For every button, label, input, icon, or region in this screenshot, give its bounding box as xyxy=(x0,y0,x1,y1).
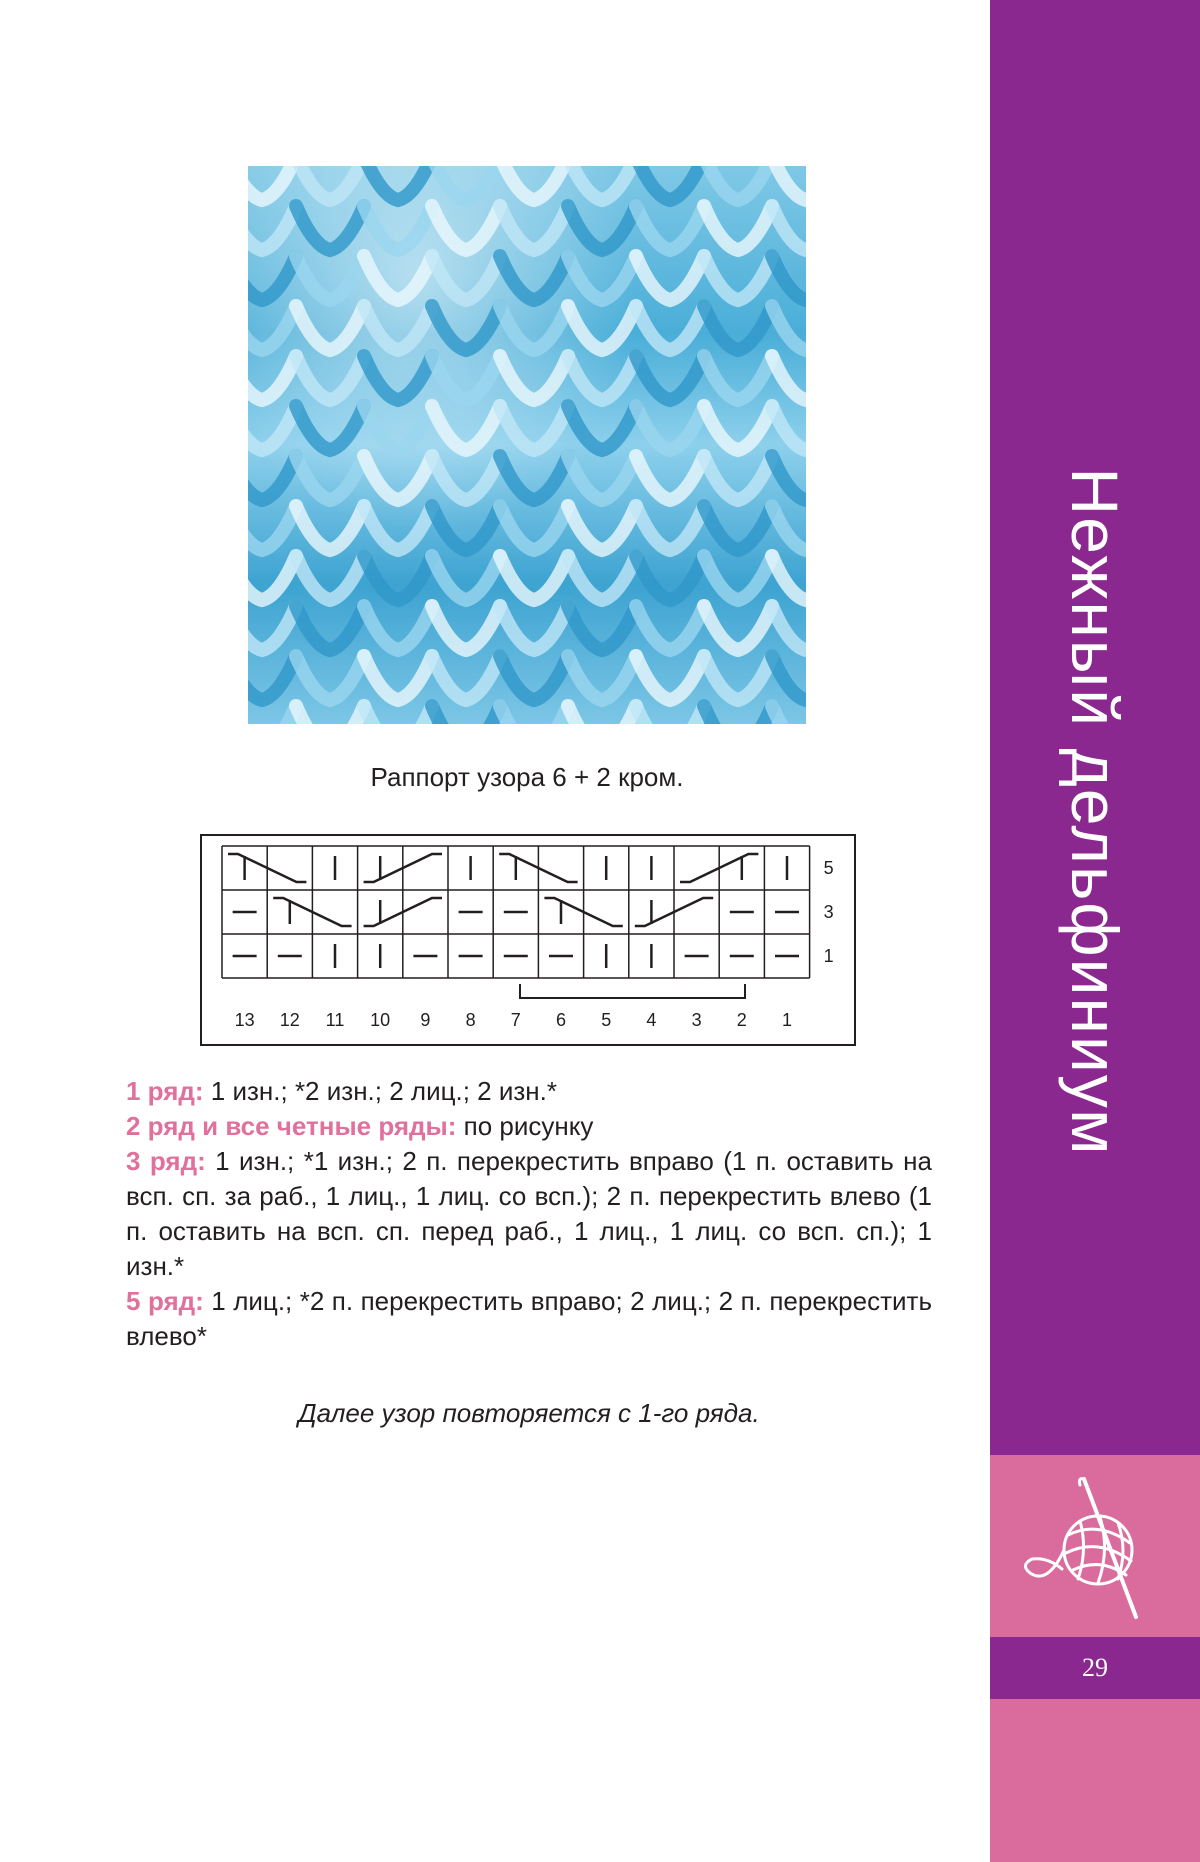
knit-stitch xyxy=(296,356,364,400)
knit-stitch xyxy=(636,706,704,724)
knitting-chart xyxy=(200,834,856,1046)
knit-stitch xyxy=(296,556,364,600)
knit-stitch xyxy=(636,256,704,300)
row-number: 3 xyxy=(823,902,834,922)
knit-stitch xyxy=(364,556,432,600)
knit-stitch xyxy=(772,306,806,350)
knit-stitch xyxy=(248,656,296,700)
pattern-caption: Раппорт узора 6 + 2 кром. xyxy=(370,762,684,792)
column-number: 9 xyxy=(420,1010,431,1030)
repeat-note: Далее узор повторяется с 1-го ряда. xyxy=(298,1398,760,1428)
knit-stitch xyxy=(772,556,806,600)
knit-stitch xyxy=(636,506,704,550)
knit-stitch xyxy=(296,206,364,250)
knit-stitch xyxy=(364,706,432,724)
row-label: 5 ряд: xyxy=(126,1286,204,1316)
knit-stitch xyxy=(248,166,296,200)
knit-stitch xyxy=(704,706,772,724)
knit-stitch xyxy=(500,306,568,350)
sidebar-bottom-band xyxy=(990,1699,1200,1862)
knit-stitch xyxy=(500,656,568,700)
knit-stitch xyxy=(568,206,636,250)
knit-stitch xyxy=(704,606,772,650)
knit-stitch xyxy=(636,356,704,400)
knit-stitch xyxy=(296,606,364,650)
knit-stitch xyxy=(568,306,636,350)
knit-stitch xyxy=(364,356,432,400)
knit-stitch xyxy=(772,456,806,500)
column-number: 7 xyxy=(510,1010,521,1030)
row-label: 2 ряд и все четные ряды: xyxy=(126,1111,457,1141)
knit-stitch xyxy=(296,166,364,200)
knit-stitch xyxy=(704,506,772,550)
instruction-row-1 xyxy=(126,1074,932,1109)
knit-stitch xyxy=(772,256,806,300)
column-number: 1 xyxy=(781,1010,793,1030)
knit-stitch xyxy=(248,356,296,400)
column-number: 5 xyxy=(601,1010,612,1030)
knit-stitch xyxy=(500,256,568,300)
knit-stitch xyxy=(772,706,806,724)
knit-stitch xyxy=(296,456,364,500)
column-number: 8 xyxy=(465,1010,476,1030)
sidebar-icon-band xyxy=(990,1455,1200,1637)
chart-grid xyxy=(202,836,854,1044)
knit-stitch xyxy=(704,656,772,700)
knit-stitch xyxy=(500,506,568,550)
knit-stitch xyxy=(364,166,432,200)
knit-stitch xyxy=(248,706,296,724)
knit-stitch xyxy=(364,506,432,550)
knit-stitch xyxy=(772,656,806,700)
knit-stitch xyxy=(636,656,704,700)
row-label: 3 ряд: xyxy=(126,1146,206,1176)
knit-stitch xyxy=(500,556,568,600)
knit-stitch xyxy=(568,406,636,450)
knit-stitch xyxy=(432,256,500,300)
row-text: 1 лиц.; *2 п. перекрестить вправо; 2 лиц.; 2 п. перекрестить влево* xyxy=(126,1286,932,1351)
repeat-bracket xyxy=(520,984,745,998)
knit-stitch xyxy=(432,356,500,400)
column-number: 4 xyxy=(646,1010,657,1030)
knit-stitch xyxy=(248,506,296,550)
knit-stitch xyxy=(636,206,704,250)
knit-stitch xyxy=(248,406,296,450)
knit-stitch xyxy=(364,206,432,250)
page-title: Нежный дельфиниум xyxy=(1058,467,1132,1157)
knit-stitch xyxy=(248,206,296,250)
knit-stitch xyxy=(500,456,568,500)
yarn-ball-icon xyxy=(1018,1465,1168,1625)
knit-stitch xyxy=(704,356,772,400)
knit-stitch xyxy=(432,166,500,200)
knit-stitch xyxy=(704,556,772,600)
row-instructions xyxy=(126,1074,932,1354)
knit-stitch xyxy=(296,406,364,450)
knit-stitch xyxy=(568,556,636,600)
column-number: 10 xyxy=(370,1010,391,1030)
knit-stitch xyxy=(704,256,772,300)
knit-stitch xyxy=(704,306,772,350)
knit-stitch xyxy=(500,206,568,250)
column-number: 13 xyxy=(234,1010,255,1030)
knit-stitch xyxy=(364,656,432,700)
knit-stitch xyxy=(432,456,500,500)
knit-stitch xyxy=(364,256,432,300)
knit-stitch xyxy=(568,256,636,300)
knit-stitch xyxy=(248,556,296,600)
knit-stitch xyxy=(704,456,772,500)
row-text: 1 изн.; *2 изн.; 2 лиц.; 2 изн.* xyxy=(203,1076,557,1106)
column-number: 11 xyxy=(325,1010,345,1030)
knit-stitch xyxy=(248,306,296,350)
knit-stitch xyxy=(636,606,704,650)
knit-stitch xyxy=(568,606,636,650)
knit-stitch xyxy=(248,456,296,500)
instruction-row-3 xyxy=(126,1144,932,1284)
knit-stitch xyxy=(364,306,432,350)
column-number: 2 xyxy=(736,1010,747,1030)
column-number: 6 xyxy=(555,1010,567,1030)
knit-stitch xyxy=(636,406,704,450)
knit-stitch xyxy=(500,356,568,400)
knit-stitch xyxy=(432,706,500,724)
knit-stitch xyxy=(636,306,704,350)
knit-stitch xyxy=(500,706,568,724)
row-number: 1 xyxy=(823,946,834,966)
instruction-row-2 xyxy=(126,1109,932,1144)
knit-stitch xyxy=(432,506,500,550)
knit-stitch xyxy=(568,166,636,200)
knit-stitch xyxy=(432,306,500,350)
row-number: 5 xyxy=(823,858,834,878)
knit-stitch xyxy=(568,456,636,500)
knit-stitch xyxy=(364,606,432,650)
knit-stitch xyxy=(500,606,568,650)
knit-stitch xyxy=(636,456,704,500)
knit-stitch xyxy=(568,656,636,700)
knit-stitch xyxy=(248,606,296,650)
knit-stitch xyxy=(364,456,432,500)
knit-stitch xyxy=(568,356,636,400)
knit-stitch xyxy=(248,256,296,300)
knit-stitch xyxy=(296,706,364,724)
knit-stitch xyxy=(432,656,500,700)
knit-stitch xyxy=(704,406,772,450)
knit-stitch xyxy=(432,606,500,650)
knit-stitch xyxy=(772,506,806,550)
knit-stitch xyxy=(500,166,568,200)
knit-stitch xyxy=(704,166,772,200)
knit-texture xyxy=(248,166,806,724)
knit-stitch xyxy=(568,506,636,550)
knit-stitch xyxy=(636,166,704,200)
row-text: по рисунку xyxy=(456,1111,594,1141)
knit-stitch xyxy=(772,406,806,450)
knit-stitch xyxy=(500,406,568,450)
row-text: 1 изн.; *1 изн.; 2 п. перекрестить вправо (1 п. оставить на всп. сп. за раб., 1 лиц., 1 лиц. со всп.); 2 п. перекрестить влево (1 п. оставить на всп. сп. перед раб., 1 лиц., 1 лиц. со всп. сп.); 1 изн.* xyxy=(126,1146,932,1281)
knit-stitch xyxy=(636,556,704,600)
knit-stitch xyxy=(432,556,500,600)
knit-stitch xyxy=(432,406,500,450)
knit-stitch xyxy=(296,256,364,300)
row-label: 1 ряд: xyxy=(126,1076,204,1106)
knit-stitch xyxy=(296,306,364,350)
knit-swatch-photo xyxy=(248,166,806,724)
page-number: 29 xyxy=(990,1637,1200,1699)
column-number: 12 xyxy=(279,1010,300,1030)
knit-stitch xyxy=(296,506,364,550)
knit-stitch xyxy=(772,206,806,250)
knit-stitch xyxy=(772,606,806,650)
column-number: 3 xyxy=(691,1010,702,1030)
knit-stitch xyxy=(364,406,432,450)
knit-stitch xyxy=(568,706,636,724)
knit-stitch xyxy=(432,206,500,250)
knit-stitch xyxy=(772,166,806,200)
knit-stitch xyxy=(772,356,806,400)
knit-stitch xyxy=(296,656,364,700)
knit-stitch xyxy=(704,206,772,250)
instruction-row-5 xyxy=(126,1284,932,1354)
